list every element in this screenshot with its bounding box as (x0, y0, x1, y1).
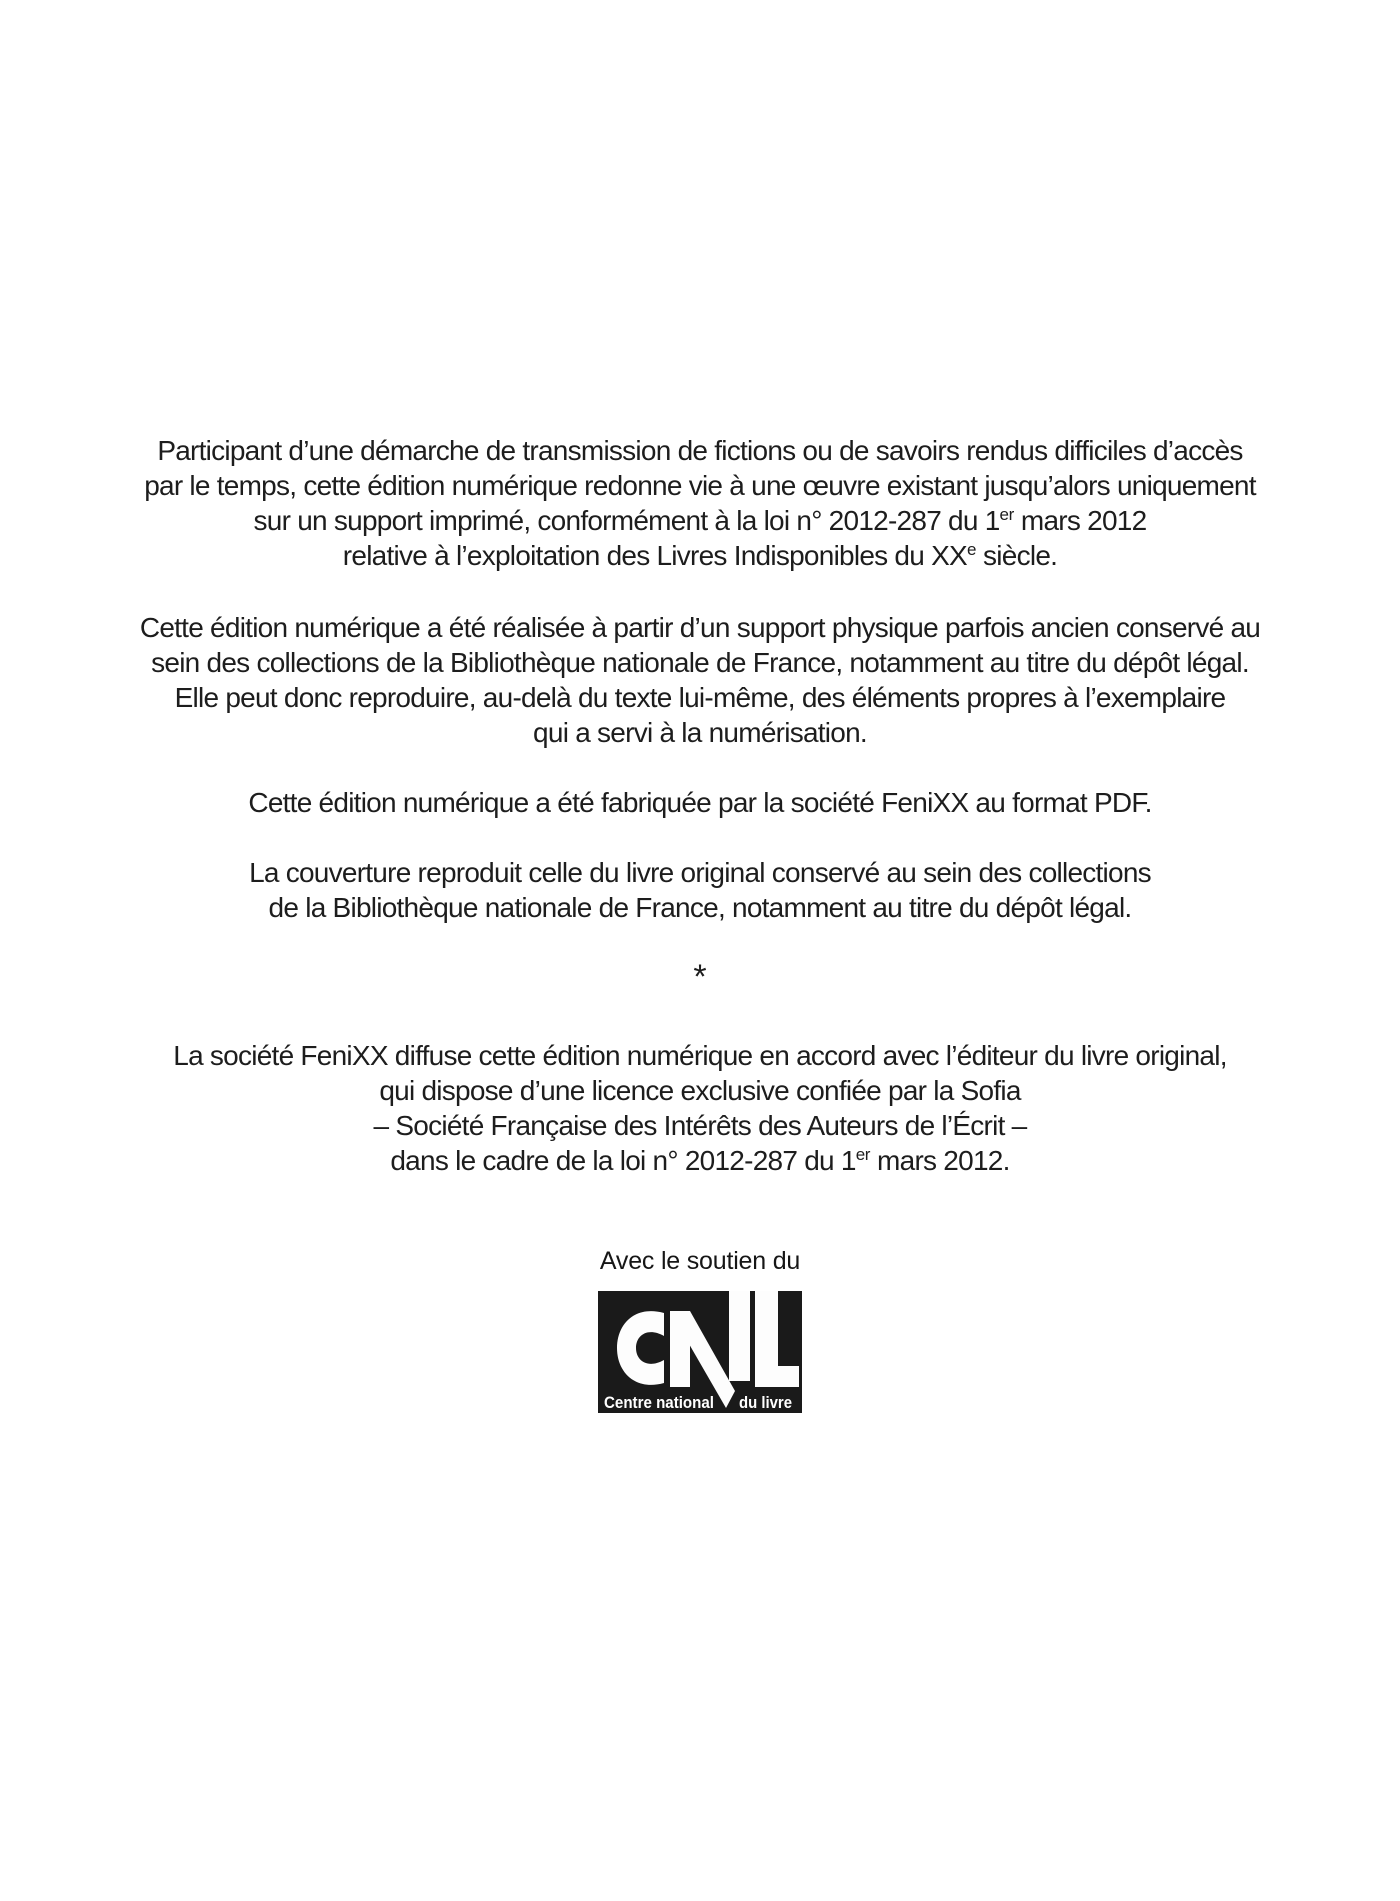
text-line (0, 855, 1400, 890)
text-run: par le temps, cette édition numérique redonne vie à une œuvre existant jusqu’alors uniquement (144, 470, 1256, 501)
text-run: Elle peut donc reproduire, au-delà du texte lui-même, des éléments propres à l’exemplaire (174, 682, 1226, 713)
text-run: mars 2012. (870, 1145, 1010, 1176)
text-line (0, 890, 1400, 925)
text-line (0, 1108, 1400, 1143)
text-run: siècle. (976, 540, 1058, 571)
text-line (0, 645, 1400, 680)
colophon-paragraph-1 (0, 433, 1400, 573)
text-line (0, 1073, 1400, 1108)
text-run: mars 2012 (1013, 505, 1147, 536)
separator-asterisk: * (693, 958, 707, 996)
text-run: – Société Française des Intérêts des Auteurs de l’Écrit – (373, 1110, 1027, 1141)
text-line: relative à l’exploitation des Livres Indisponibles du XXe siècle. (342, 540, 1058, 571)
text-run: dans le cadre de la loi n° 2012-287 du 1 (390, 1145, 856, 1176)
text-run: sein des collections de la Bibliothèque nationale de France, notamment au titre du dépôt légal. (151, 647, 1249, 678)
text-line (0, 785, 1400, 820)
text-run: qui a servi à la numérisation. (533, 717, 867, 748)
text-run: Participant d’une démarche de transmission de fictions ou de savoirs rendus difficiles d’accès (157, 435, 1243, 466)
text-run: Cette édition numérique a été réalisée à partir d’un support physique parfois ancien conservé au (139, 612, 1261, 643)
colophon-paragraph-3 (0, 785, 1400, 820)
colophon-paragraph-2 (0, 610, 1400, 750)
text-line (0, 680, 1400, 715)
letter-n-right-stem (729, 1291, 750, 1381)
text-line: dans le cadre de la loi n° 2012-287 du 1er mars 2012. (390, 1145, 1010, 1176)
text-line (0, 1038, 1400, 1073)
text-line (0, 468, 1400, 503)
cnl-band-left: Centre national (604, 1393, 714, 1412)
text-run: relative à l’exploitation des Livres Indisponibles du XX (342, 540, 967, 571)
text-run: La société FeniXX diffuse cette édition numérique en accord avec l’éditeur du livre original, (173, 1040, 1227, 1071)
colophon-paragraph-5 (0, 1038, 1400, 1178)
cnl-logo (598, 1291, 802, 1413)
text-run: Cette édition numérique a été fabriquée par la société FeniXX au format PDF. (248, 787, 1152, 818)
text-run: La couverture reproduit celle du livre original conservé au sein des collections (249, 857, 1151, 888)
text-line: sur un support imprimé, conformément à la loi n° 2012-287 du 1er mars 2012 (253, 505, 1147, 536)
text-run: sur un support imprimé, conformément à la loi n° 2012-287 du 1 (253, 505, 1000, 536)
text-line (0, 610, 1400, 645)
support-text: Avec le soutien du (599, 1247, 801, 1275)
text-run: qui dispose d’une licence exclusive confiée par la Sofia (379, 1075, 1021, 1106)
text-line (0, 715, 1400, 750)
cnl-band-right: du livre (739, 1393, 792, 1412)
text-line (0, 433, 1400, 468)
text-run: de la Bibliothèque nationale de France, notamment au titre du dépôt légal. (268, 892, 1132, 923)
cnl-logo-graphic (598, 1291, 802, 1413)
colophon-paragraph-4 (0, 855, 1400, 925)
